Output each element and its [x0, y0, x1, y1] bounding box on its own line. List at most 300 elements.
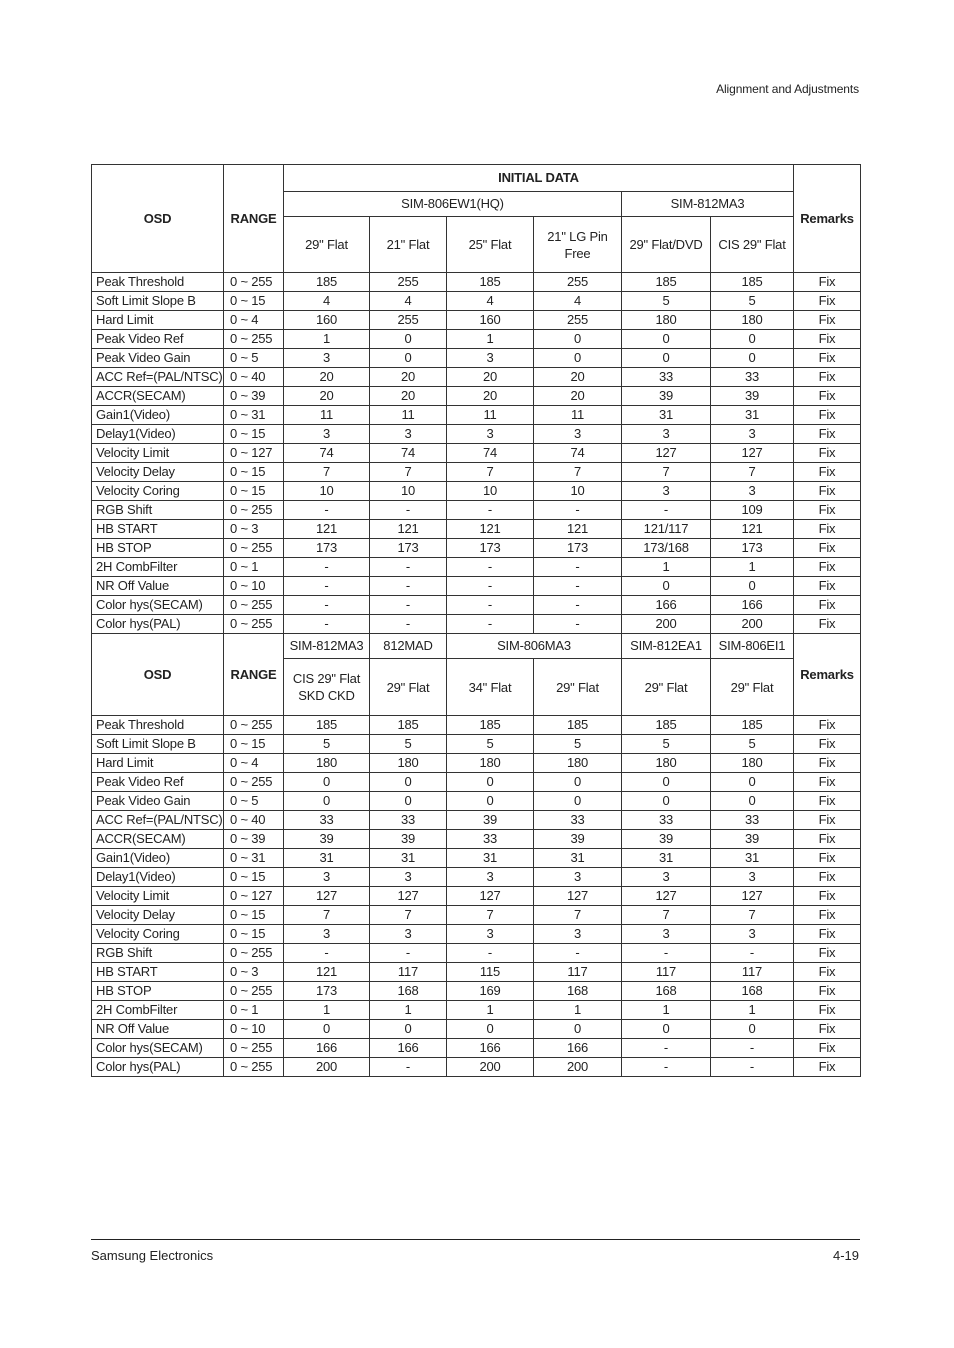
range-value: 0 ~ 4 [224, 754, 284, 773]
data-cell: 173 [370, 539, 447, 558]
data-cell: 185 [284, 716, 370, 735]
table-row [92, 982, 861, 1001]
range-value: 0 ~ 5 [224, 792, 284, 811]
data-cell: 0 [370, 792, 447, 811]
initial-data-table [91, 164, 861, 1077]
data-cell: - [447, 944, 534, 963]
table-row [92, 925, 861, 944]
data-cell: 3 [534, 925, 622, 944]
model-header: 29" Flat [534, 659, 622, 716]
data-cell: 0 [370, 773, 447, 792]
data-cell: 127 [284, 887, 370, 906]
model-header: 29" Flat [711, 659, 794, 716]
osd-label: Gain1(Video) [92, 406, 224, 425]
data-cell: 0 [711, 330, 794, 349]
remark-value: Fix [794, 425, 861, 444]
data-cell: 0 [447, 792, 534, 811]
table-row [92, 292, 861, 311]
data-cell: 200 [534, 1058, 622, 1077]
osd-label: Soft Limit Slope B [92, 735, 224, 754]
data-cell: - [447, 596, 534, 615]
data-cell: 3 [370, 425, 447, 444]
table-row [92, 963, 861, 982]
data-cell: 121 [284, 520, 370, 539]
data-cell: 0 [711, 1020, 794, 1039]
table-row [92, 1001, 861, 1020]
data-cell: 7 [370, 463, 447, 482]
data-cell: 255 [534, 273, 622, 292]
remark-value: Fix [794, 868, 861, 887]
osd-label: HB STOP [92, 982, 224, 1001]
data-cell: 3 [447, 925, 534, 944]
table-row [92, 520, 861, 539]
osd-label: ACCR(SECAM) [92, 830, 224, 849]
data-cell: 3 [622, 425, 711, 444]
range-value: 0 ~ 15 [224, 463, 284, 482]
remark-value: Fix [794, 558, 861, 577]
data-cell: 74 [447, 444, 534, 463]
data-cell: 7 [370, 906, 447, 925]
range-value: 0 ~ 255 [224, 1039, 284, 1058]
data-cell: - [622, 1039, 711, 1058]
data-cell: 185 [370, 716, 447, 735]
data-cell: 20 [370, 368, 447, 387]
range-value: 0 ~ 31 [224, 849, 284, 868]
page-number: 4-19 [832, 1248, 859, 1263]
table-row [92, 311, 861, 330]
data-cell: 39 [370, 830, 447, 849]
data-cell: 0 [284, 773, 370, 792]
range-header: RANGE [224, 634, 284, 716]
osd-label: Delay1(Video) [92, 425, 224, 444]
data-cell: 121/117 [622, 520, 711, 539]
osd-label: Velocity Delay [92, 906, 224, 925]
table-row [92, 754, 861, 773]
range-value: 0 ~ 10 [224, 577, 284, 596]
data-cell: - [447, 558, 534, 577]
range-value: 0 ~ 39 [224, 830, 284, 849]
data-cell: 117 [711, 963, 794, 982]
data-cell: 166 [447, 1039, 534, 1058]
table-row [92, 887, 861, 906]
group-header: SIM-812EA1 [622, 634, 711, 659]
osd-label: Hard Limit [92, 311, 224, 330]
data-cell: 7 [534, 463, 622, 482]
range-value: 0 ~ 255 [224, 596, 284, 615]
data-cell: 4 [370, 292, 447, 311]
table-row [92, 830, 861, 849]
data-cell: 200 [711, 615, 794, 634]
data-cell: 173 [447, 539, 534, 558]
data-cell: 10 [284, 482, 370, 501]
data-cell: - [622, 1058, 711, 1077]
range-header: RANGE [224, 165, 284, 273]
data-cell: 185 [622, 273, 711, 292]
data-cell: - [284, 501, 370, 520]
data-cell: 31 [534, 849, 622, 868]
data-cell: 180 [370, 754, 447, 773]
data-cell: 180 [622, 754, 711, 773]
data-cell: 1 [447, 330, 534, 349]
data-cell: 5 [622, 292, 711, 311]
data-cell: 121 [370, 520, 447, 539]
data-cell: - [370, 1058, 447, 1077]
data-cell: 39 [711, 387, 794, 406]
data-cell: - [711, 1058, 794, 1077]
data-cell: 11 [447, 406, 534, 425]
remark-value: Fix [794, 539, 861, 558]
data-cell: 3 [370, 868, 447, 887]
table-row [92, 716, 861, 735]
remark-value: Fix [794, 1001, 861, 1020]
osd-label: Velocity Coring [92, 482, 224, 501]
table-row [92, 330, 861, 349]
data-cell: 5 [711, 735, 794, 754]
data-cell: 33 [447, 830, 534, 849]
footer-company: Samsung Electronics [91, 1248, 214, 1263]
remark-value: Fix [794, 735, 861, 754]
data-cell: 0 [534, 330, 622, 349]
table-row [92, 349, 861, 368]
osd-label: Delay1(Video) [92, 868, 224, 887]
data-cell: - [711, 1039, 794, 1058]
remark-value: Fix [794, 811, 861, 830]
data-cell: 0 [711, 349, 794, 368]
range-value: 0 ~ 255 [224, 615, 284, 634]
osd-label: ACC Ref=(PAL/NTSC) [92, 811, 224, 830]
data-cell: 33 [622, 811, 711, 830]
remark-value: Fix [794, 754, 861, 773]
data-cell: - [284, 596, 370, 615]
data-cell: - [534, 615, 622, 634]
data-cell: 5 [622, 735, 711, 754]
model-header: 29" Flat/DVD [622, 217, 711, 273]
data-cell: 185 [447, 273, 534, 292]
data-cell: 20 [534, 387, 622, 406]
range-value: 0 ~ 255 [224, 273, 284, 292]
group-header: SIM-812MA3 [622, 192, 794, 217]
range-value: 0 ~ 1 [224, 1001, 284, 1020]
table-row [92, 596, 861, 615]
data-cell: 0 [711, 577, 794, 596]
osd-label: Peak Threshold [92, 273, 224, 292]
data-cell: 1 [284, 330, 370, 349]
table-row [92, 539, 861, 558]
table-row [92, 906, 861, 925]
data-cell: 160 [447, 311, 534, 330]
data-cell: 5 [370, 735, 447, 754]
data-cell: 185 [534, 716, 622, 735]
range-value: 0 ~ 31 [224, 406, 284, 425]
table-row [92, 944, 861, 963]
data-cell: - [622, 944, 711, 963]
data-cell: 173 [284, 539, 370, 558]
data-cell: 200 [447, 1058, 534, 1077]
data-cell: 200 [284, 1058, 370, 1077]
data-cell: 33 [622, 368, 711, 387]
data-cell: 0 [370, 1020, 447, 1039]
footer-divider [91, 1239, 860, 1240]
data-cell: 160 [284, 311, 370, 330]
data-cell: 0 [622, 1020, 711, 1039]
range-value: 0 ~ 15 [224, 868, 284, 887]
data-cell: 0 [447, 1020, 534, 1039]
data-cell: - [622, 501, 711, 520]
data-cell: 115 [447, 963, 534, 982]
model-header: 29" Flat [284, 217, 370, 273]
osd-label: HB START [92, 520, 224, 539]
group-header: SIM-806EI1 [711, 634, 794, 659]
data-cell: 168 [370, 982, 447, 1001]
data-cell: 173 [284, 982, 370, 1001]
range-value: 0 ~ 255 [224, 539, 284, 558]
data-cell: 168 [622, 982, 711, 1001]
data-cell: - [370, 615, 447, 634]
data-cell: 117 [370, 963, 447, 982]
data-cell: 39 [622, 387, 711, 406]
data-cell: - [370, 558, 447, 577]
remark-value: Fix [794, 1058, 861, 1077]
osd-label: ACCR(SECAM) [92, 387, 224, 406]
remark-value: Fix [794, 615, 861, 634]
osd-label: Color hys(SECAM) [92, 1039, 224, 1058]
data-cell: 255 [370, 273, 447, 292]
osd-label: Velocity Limit [92, 444, 224, 463]
data-cell: 7 [447, 906, 534, 925]
range-value: 0 ~ 1 [224, 558, 284, 577]
osd-header: OSD [92, 634, 224, 716]
data-cell: 166 [711, 596, 794, 615]
range-value: 0 ~ 40 [224, 811, 284, 830]
remark-value: Fix [794, 596, 861, 615]
data-cell: 1 [447, 1001, 534, 1020]
group-header: SIM-812MA3 [284, 634, 370, 659]
data-cell: 0 [622, 349, 711, 368]
data-cell: 185 [622, 716, 711, 735]
data-cell: 20 [447, 368, 534, 387]
data-cell: 4 [447, 292, 534, 311]
data-cell: 5 [284, 735, 370, 754]
remark-value: Fix [794, 387, 861, 406]
data-cell: 200 [622, 615, 711, 634]
osd-label: Peak Video Ref [92, 330, 224, 349]
data-cell: 31 [447, 849, 534, 868]
osd-label: Velocity Delay [92, 463, 224, 482]
table-row [92, 406, 861, 425]
table-row [92, 811, 861, 830]
table-row [92, 482, 861, 501]
remark-value: Fix [794, 292, 861, 311]
remark-value: Fix [794, 501, 861, 520]
osd-label: Peak Threshold [92, 716, 224, 735]
remark-value: Fix [794, 925, 861, 944]
remark-value: Fix [794, 982, 861, 1001]
data-cell: 0 [370, 349, 447, 368]
table-row [92, 463, 861, 482]
range-value: 0 ~ 3 [224, 963, 284, 982]
model-header: 34" Flat [447, 659, 534, 716]
osd-label: HB START [92, 963, 224, 982]
data-cell: 74 [534, 444, 622, 463]
table-row [92, 773, 861, 792]
data-cell: - [370, 577, 447, 596]
remark-value: Fix [794, 368, 861, 387]
data-cell: 3 [447, 868, 534, 887]
table-row [92, 1020, 861, 1039]
remark-value: Fix [794, 849, 861, 868]
data-cell: 3 [284, 868, 370, 887]
remark-value: Fix [794, 906, 861, 925]
remark-value: Fix [794, 577, 861, 596]
model-header: 21" Flat [370, 217, 447, 273]
data-cell: 185 [711, 273, 794, 292]
osd-label: Color hys(PAL) [92, 1058, 224, 1077]
data-cell: 109 [711, 501, 794, 520]
data-cell: 0 [622, 330, 711, 349]
data-cell: 4 [534, 292, 622, 311]
remark-value: Fix [794, 406, 861, 425]
model-header: 21" LG Pin Free [534, 217, 622, 273]
data-cell: 0 [622, 577, 711, 596]
data-cell: 168 [711, 982, 794, 1001]
data-cell: 20 [447, 387, 534, 406]
table-row [92, 368, 861, 387]
data-cell: 166 [370, 1039, 447, 1058]
model-header: 29" Flat [622, 659, 711, 716]
data-cell: 3 [370, 925, 447, 944]
data-cell: 39 [447, 811, 534, 830]
table-row [92, 1039, 861, 1058]
data-cell: 10 [370, 482, 447, 501]
table-row [92, 1058, 861, 1077]
data-cell: 0 [284, 1020, 370, 1039]
osd-label: Peak Video Ref [92, 773, 224, 792]
data-cell: - [370, 501, 447, 520]
data-cell: 1 [284, 1001, 370, 1020]
data-cell: 7 [622, 463, 711, 482]
data-cell: 39 [711, 830, 794, 849]
osd-label: 2H CombFilter [92, 558, 224, 577]
data-cell: 1 [622, 1001, 711, 1020]
data-cell: 173 [534, 539, 622, 558]
data-cell: 255 [370, 311, 447, 330]
data-cell: 1 [711, 558, 794, 577]
data-cell: - [534, 944, 622, 963]
model-header: 29" Flat [370, 659, 447, 716]
range-value: 0 ~ 4 [224, 311, 284, 330]
table-row [92, 501, 861, 520]
data-cell: 0 [622, 773, 711, 792]
osd-label: NR Off Value [92, 1020, 224, 1039]
group-header: 812MAD [370, 634, 447, 659]
range-value: 0 ~ 15 [224, 925, 284, 944]
data-cell: 127 [622, 444, 711, 463]
data-cell: 20 [284, 368, 370, 387]
table-row [92, 558, 861, 577]
data-cell: 7 [447, 463, 534, 482]
data-cell: - [284, 558, 370, 577]
data-cell: 121 [447, 520, 534, 539]
data-cell: 3 [711, 868, 794, 887]
data-cell: 33 [534, 811, 622, 830]
remarks-header: Remarks [794, 165, 861, 273]
data-cell: 0 [534, 349, 622, 368]
osd-label: Hard Limit [92, 754, 224, 773]
osd-header: OSD [92, 165, 224, 273]
remark-value: Fix [794, 716, 861, 735]
group-header: SIM-806MA3 [447, 634, 622, 659]
data-cell: 180 [534, 754, 622, 773]
table-row [92, 849, 861, 868]
data-cell: 0 [711, 792, 794, 811]
osd-label: RGB Shift [92, 501, 224, 520]
data-cell: 5 [534, 735, 622, 754]
data-cell: 3 [534, 868, 622, 887]
range-value: 0 ~ 3 [224, 520, 284, 539]
data-cell: 166 [534, 1039, 622, 1058]
data-cell: 121 [534, 520, 622, 539]
data-cell: 7 [711, 906, 794, 925]
table-row [92, 792, 861, 811]
data-cell: 180 [284, 754, 370, 773]
data-cell: - [534, 596, 622, 615]
data-cell: 7 [711, 463, 794, 482]
osd-label: Color hys(PAL) [92, 615, 224, 634]
data-cell: 0 [534, 1020, 622, 1039]
osd-label: Color hys(SECAM) [92, 596, 224, 615]
range-value: 0 ~ 10 [224, 1020, 284, 1039]
osd-label: Velocity Limit [92, 887, 224, 906]
model-header: CIS 29" Flat SKD CKD [284, 659, 370, 716]
data-cell: 169 [447, 982, 534, 1001]
osd-label: 2H CombFilter [92, 1001, 224, 1020]
data-cell: 180 [711, 311, 794, 330]
data-cell: 39 [284, 830, 370, 849]
data-cell: 74 [284, 444, 370, 463]
osd-label: HB STOP [92, 539, 224, 558]
group-header: SIM-806EW1(HQ) [284, 192, 622, 217]
data-cell: 7 [284, 906, 370, 925]
data-cell: 20 [534, 368, 622, 387]
data-cell: 11 [534, 406, 622, 425]
data-cell: 4 [284, 292, 370, 311]
data-cell: 127 [447, 887, 534, 906]
remark-value: Fix [794, 887, 861, 906]
data-cell: 173/168 [622, 539, 711, 558]
data-cell: 33 [711, 811, 794, 830]
data-cell: 31 [622, 849, 711, 868]
osd-label: Peak Video Gain [92, 349, 224, 368]
data-cell: 10 [447, 482, 534, 501]
model-header: CIS 29" Flat [711, 217, 794, 273]
data-cell: 121 [711, 520, 794, 539]
data-cell: 3 [284, 425, 370, 444]
data-cell: 3 [447, 425, 534, 444]
data-cell: - [534, 577, 622, 596]
range-value: 0 ~ 255 [224, 501, 284, 520]
data-cell: - [534, 558, 622, 577]
table-row [92, 735, 861, 754]
data-cell: - [370, 596, 447, 615]
data-cell: 31 [711, 406, 794, 425]
remark-value: Fix [794, 330, 861, 349]
data-cell: - [284, 615, 370, 634]
remark-value: Fix [794, 773, 861, 792]
data-cell: 31 [711, 849, 794, 868]
remark-value: Fix [794, 311, 861, 330]
range-value: 0 ~ 255 [224, 1058, 284, 1077]
model-header: 25" Flat [447, 217, 534, 273]
